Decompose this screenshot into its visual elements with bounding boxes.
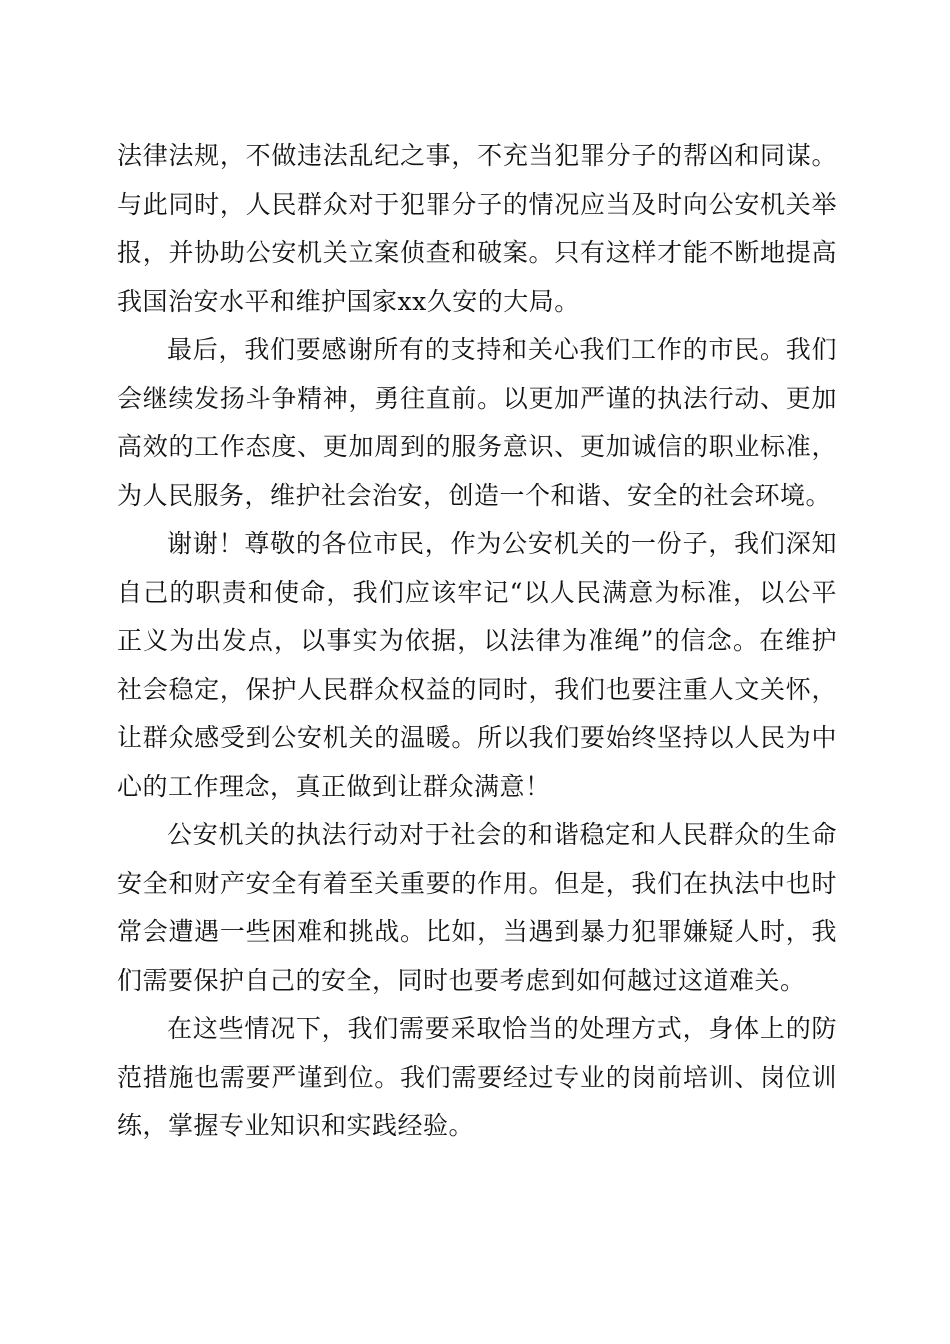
paragraph-5: 在这些情况下，我们需要采取恰当的处理方式，身体上的防范措施也需要严谨到位。我们需要经过专业的岗前培训、岗位训练，掌握专业知识和实践经验。 — [117, 1014, 837, 1140]
document-body — [117, 132, 837, 1151]
paragraph-1: 法律法规，不做违法乱纪之事，不充当犯罪分子的帮凶和同谋。与此同时，人民群众对于犯罪分子的情况应当及时向公安机关举报，并协助公安机关立案侦查和破案。只有这样才能不断地提高我国治安水平和维护国家xx久安的大局。 — [117, 141, 837, 316]
paragraph-3: 谢谢！尊敬的各位市民，作为公安机关的一份子，我们深知自己的职责和使命，我们应该牢记“以人民满意为标准，以公平正义为出发点，以事实为依据，以法律为准绳”的信念。在维护社会稳定，保护人民群众权益的同时，我们也要注重人文关怀，让群众感受到公安机关的温暖。所以我们要始终坚持以人民为中心的工作理念，真正做到让群众满意！ — [117, 529, 837, 801]
paragraph-4: 公安机关的执法行动对于社会的和谐稳定和人民群众的生命安全和财产安全有着至关重要的作用。但是，我们在执法中也时常会遭遇一些困难和挑战。比如，当遇到暴力犯罪嫌疑人时，我们需要保护自己的安全，同时也要考虑到如何越过这道难关。 — [117, 820, 837, 995]
paragraph-2: 最后，我们要感谢所有的支持和关心我们工作的市民。我们会继续发扬斗争精神，勇往直前。以更加严谨的执法行动、更加高效的工作态度、更加周到的服务意识、更加诚信的职业标准，为人民服务，维护社会治安，创造一个和谐、安全的社会环境。 — [117, 335, 837, 510]
